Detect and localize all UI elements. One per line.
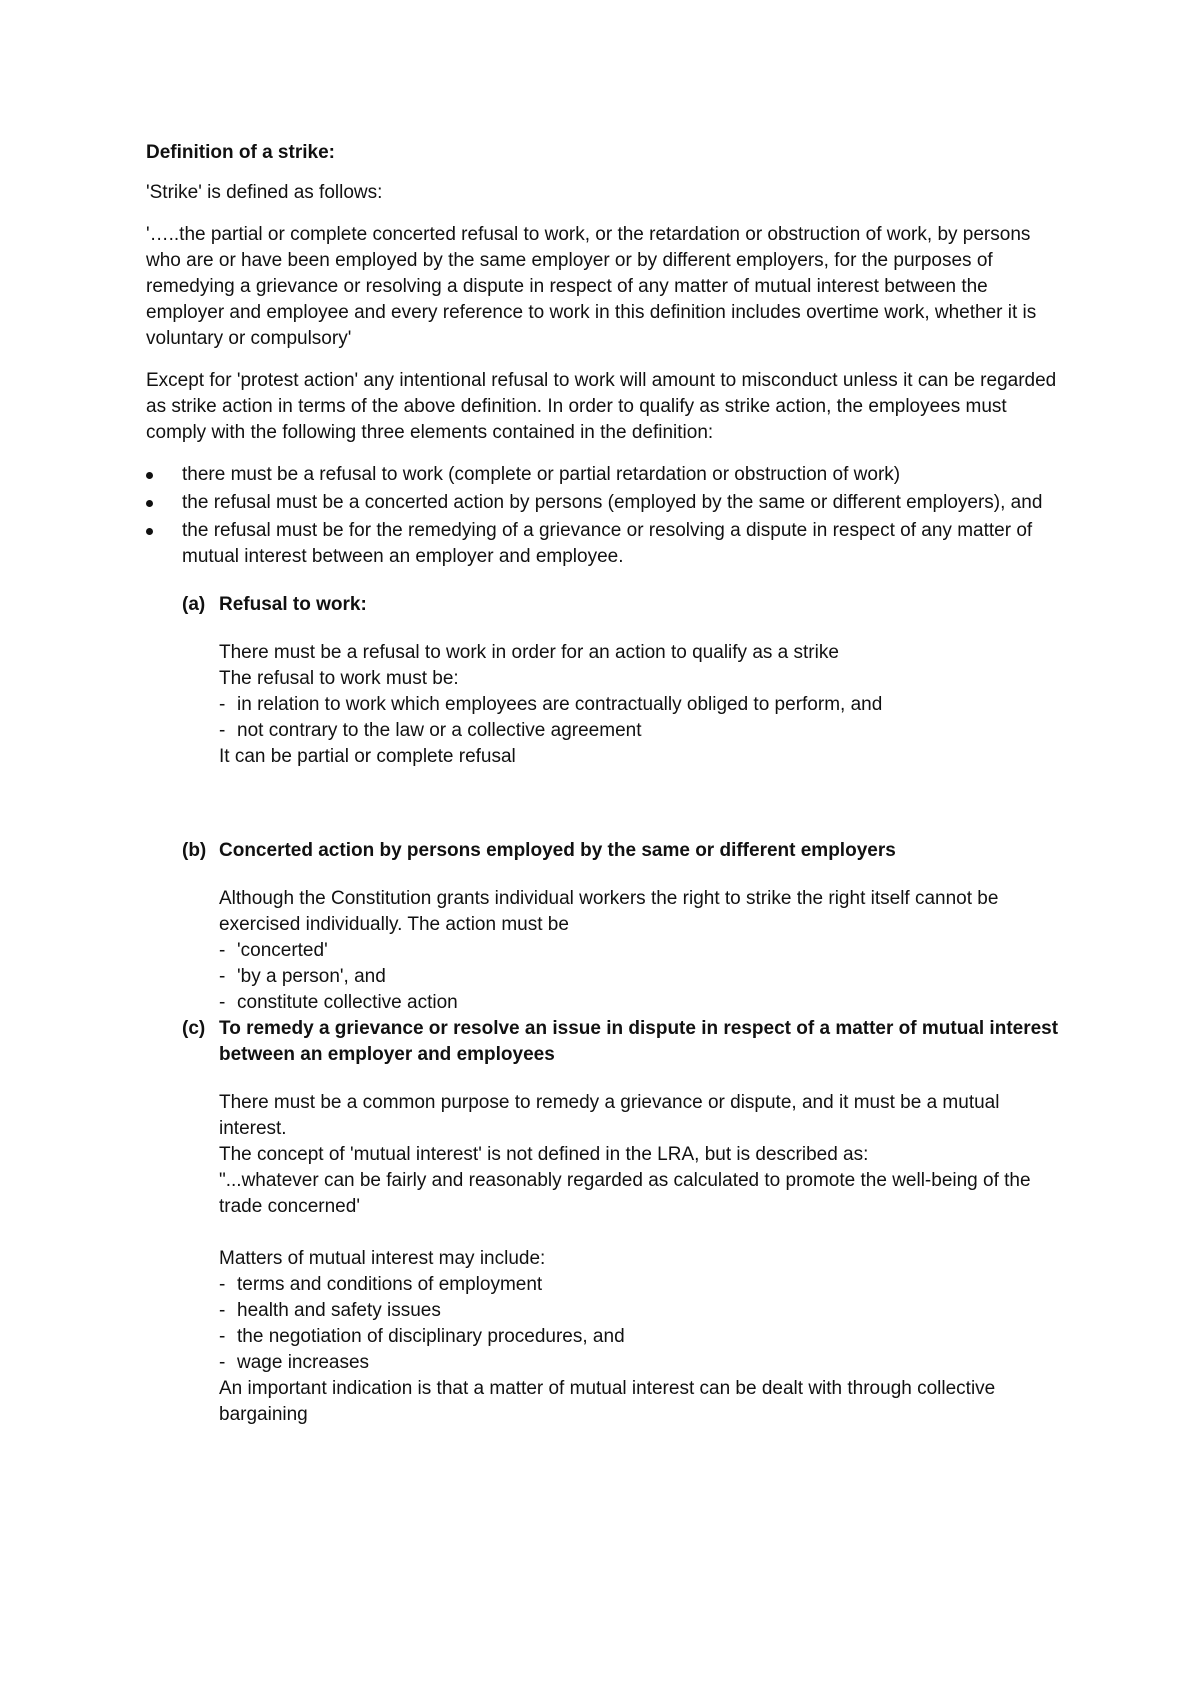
dash-item: - wage increases — [219, 1350, 1066, 1376]
section-b — [146, 838, 1066, 1016]
section-text: There must be a refusal to work in order for an action to qualify as a strike — [219, 642, 839, 663]
section-title: To remedy a grievance or resolve an issue in dispute in respect of a matter of mutual interest between an employer and employees — [219, 1018, 1059, 1065]
dash-item: - 'concerted' — [219, 938, 1066, 964]
list-item: the refusal must be for the remedying of a grievance or resolving a dispute in respect of any matter of mutual interest between an employer and employee. — [146, 518, 1066, 570]
section-quote: "...whatever can be fairly and reasonably regarded as calculated to promote the well-being of the trade concerned' — [219, 1170, 1031, 1217]
intro-paragraph: 'Strike' is defined as follows: — [146, 182, 383, 203]
section-c — [146, 1016, 1066, 1428]
except-paragraph: Except for 'protest action' any intentional refusal to work will amount to misconduct unless it can be regarded as strike action in terms of the above definition. In order to qualify as strike action, the employees must comply with the following three elements contained in the definition: — [146, 370, 1057, 443]
section-label: (a) — [182, 594, 206, 615]
section-a — [146, 592, 1066, 838]
list-item: there must be a refusal to work (complete or partial retardation or obstruction of work) — [146, 462, 1066, 488]
dash-item: - not contrary to the law or a collective agreement — [219, 718, 1066, 744]
document-body — [146, 140, 1066, 1428]
section-title: Concerted action by persons employed by the same or different employers — [219, 840, 896, 861]
section-label: (b) — [182, 840, 207, 861]
dash-item: - the negotiation of disciplinary procedures, and — [219, 1324, 1066, 1350]
dash-item: - 'by a person', and — [219, 964, 1066, 990]
section-text: There must be a common purpose to remedy a grievance or dispute, and it must be a mutual interest. — [219, 1092, 1000, 1139]
dash-item: - health and safety issues — [219, 1298, 1066, 1324]
section-title: Refusal to work: — [219, 594, 367, 615]
section-label: (c) — [182, 1018, 206, 1039]
section-text: An important indication is that a matter of mutual interest can be dealt with through collective bargaining — [219, 1378, 996, 1425]
section-text: The refusal to work must be: — [219, 668, 459, 689]
dash-item: - terms and conditions of employment — [219, 1272, 1066, 1298]
section-text: Matters of mutual interest may include: — [219, 1248, 546, 1269]
section-text: Although the Constitution grants individual workers the right to strike the right itself cannot be exercised individually. The action must be — [219, 888, 999, 935]
dash-item: - in relation to work which employees are contractually obliged to perform, and — [219, 692, 1066, 718]
list-item: the refusal must be a concerted action by persons (employed by the same or different employers), and — [146, 490, 1066, 516]
document-heading: Definition of a strike: — [146, 142, 335, 163]
elements-list — [146, 462, 1066, 570]
section-text: It can be partial or complete refusal — [219, 746, 516, 767]
dash-item: - constitute collective action — [219, 990, 1066, 1016]
definition-quote: '…..the partial or complete concerted refusal to work, or the retardation or obstruction of work, by persons who are or have been employed by the same employer or by different employers, for the purposes of remedying a grievance or resolving a dispute in respect of any matter of mutual interest between the employer and employee and every reference to work in this definition includes overtime work, whether it is voluntary or compulsory' — [146, 224, 1037, 349]
section-text: The concept of 'mutual interest' is not defined in the LRA, but is described as: — [219, 1144, 869, 1165]
